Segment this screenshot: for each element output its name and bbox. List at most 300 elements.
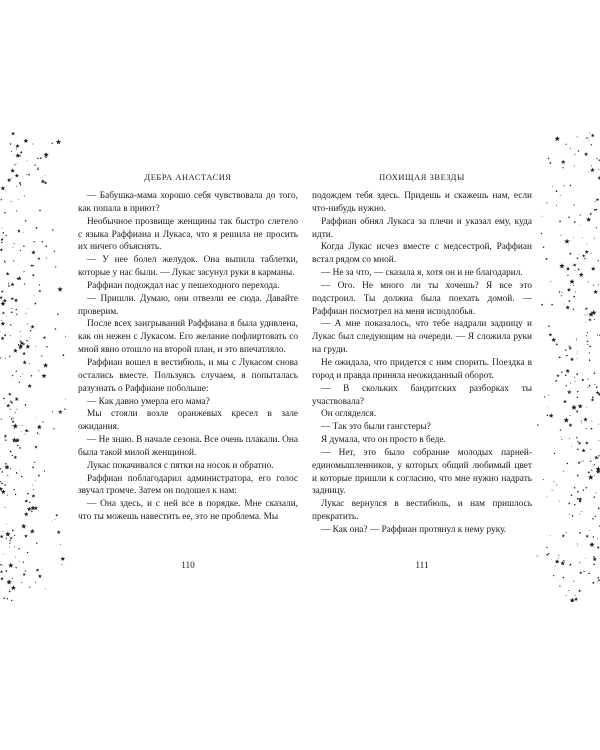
- star-shape: [58, 410, 62, 414]
- star-dot: [592, 543, 593, 544]
- star-dot: [15, 412, 16, 413]
- star-dot: [575, 270, 576, 271]
- star-dot: [542, 216, 543, 217]
- star-dot: [587, 387, 588, 388]
- star-shape: [38, 574, 42, 578]
- star-shape: [2, 311, 5, 314]
- starfield-graphic: [0, 132, 66, 602]
- star-dot: [547, 496, 548, 497]
- star-shape: [585, 487, 587, 489]
- star-shape: [6, 579, 12, 584]
- star-shape: [576, 410, 579, 413]
- star-dot: [6, 524, 7, 525]
- star-dot: [553, 575, 554, 576]
- left-starfield-border: [0, 132, 66, 602]
- star-dot: [14, 164, 15, 165]
- star-dot: [14, 546, 15, 547]
- star-dot: [587, 314, 588, 315]
- star-dot: [29, 337, 30, 338]
- star-dot: [14, 489, 15, 490]
- star-dot: [559, 291, 561, 293]
- star-dot: [40, 427, 41, 428]
- star-dot: [34, 462, 35, 463]
- paragraph: — Пришли. Думаю, они отвезли ее сюда. Давайте проверим.: [78, 293, 298, 317]
- star-shape: [23, 360, 27, 364]
- star-dot: [20, 348, 21, 349]
- paragraph: Раффиан обнял Лукаса за плечи и указал ему, куда идти.: [312, 216, 532, 240]
- star-dot: [23, 561, 24, 562]
- star-shape: [591, 267, 595, 271]
- star-dot: [42, 241, 43, 242]
- star-shape: [555, 136, 560, 141]
- star-dot: [38, 370, 39, 371]
- star-dot: [18, 344, 19, 345]
- star-shape: [588, 475, 594, 480]
- star-shape: [549, 413, 554, 418]
- paragraph: — Не за что, — сказала я, хотя он и не благодарил.: [321, 268, 523, 279]
- star-dot: [592, 518, 594, 520]
- star-shape: [569, 252, 572, 255]
- star-dot: [593, 536, 595, 538]
- star-dot: [21, 476, 22, 477]
- star-dot: [573, 309, 574, 310]
- star-dot: [26, 174, 27, 175]
- star-dot: [578, 268, 580, 270]
- star-dot: [575, 595, 576, 596]
- star-dot: [19, 470, 20, 471]
- star-dot: [565, 374, 567, 376]
- star-dot: [13, 156, 14, 157]
- star-dot: [45, 175, 46, 176]
- star-dot: [580, 225, 581, 226]
- page-number: 110: [181, 561, 195, 571]
- star-dot: [5, 570, 7, 572]
- star-dot: [576, 437, 577, 438]
- star-shape: [570, 598, 576, 602]
- star-shape: [4, 334, 7, 337]
- star-dot: [16, 186, 17, 187]
- star-dot: [16, 314, 17, 315]
- star-shape: [36, 568, 40, 571]
- star-dot: [566, 595, 567, 596]
- star-dot: [19, 561, 20, 562]
- star-dot: [595, 209, 597, 211]
- star-dot: [558, 557, 559, 558]
- star-dot: [581, 423, 582, 424]
- star-dot: [35, 303, 37, 305]
- star-dot: [586, 428, 587, 429]
- star-dot: [548, 158, 549, 159]
- star-dot: [5, 358, 6, 359]
- star-dot: [585, 322, 586, 323]
- star-shape: [15, 173, 19, 177]
- star-dot: [12, 375, 13, 376]
- star-dot: [564, 304, 565, 305]
- star-dot: [37, 158, 38, 159]
- star-dot: [10, 400, 11, 401]
- star-dot: [546, 547, 547, 548]
- star-dot: [589, 140, 590, 141]
- star-dot: [23, 271, 24, 272]
- star-shape: [62, 354, 65, 357]
- paragraph: После всех заигрываний Раффиана я была удивлена, как он нежен с Лукасом. Его желание пофлиртовать со мной явно отошло на второй план, и это впечатляло.: [78, 319, 298, 356]
- star-dot: [597, 577, 599, 579]
- star-dot: [18, 199, 19, 200]
- star-dot: [34, 164, 35, 165]
- star-shape: [6, 404, 10, 408]
- star-dot: [551, 304, 553, 306]
- star-dot: [28, 308, 29, 309]
- star-shape: [579, 272, 584, 277]
- star-shape: [44, 181, 47, 184]
- star-dot: [31, 511, 32, 512]
- paragraph: — У нее болел желудок. Она выпила таблетки, которые у нас были. — Лукас засунул руки в карманы.: [78, 255, 298, 279]
- star-shape: [578, 461, 581, 464]
- star-shape: [15, 144, 19, 148]
- star-dot: [20, 347, 21, 348]
- star-dot: [2, 471, 4, 473]
- star-dot: [32, 485, 33, 486]
- star-shape: [593, 557, 597, 561]
- star-shape: [567, 390, 571, 394]
- star-dot: [25, 404, 27, 406]
- star-dot: [1, 483, 2, 484]
- paragraph: Лукас покачивался с пятки на носок и обратно.: [87, 460, 274, 471]
- star-dot: [556, 484, 557, 485]
- star-shape: [25, 429, 29, 433]
- star-shape: [15, 397, 19, 401]
- paragraph: — В скольких бандитских разборках ты участвовала?: [312, 383, 532, 407]
- star-dot: [24, 196, 25, 197]
- star-dot: [570, 185, 571, 186]
- star-shape: [22, 352, 26, 355]
- star-dot: [548, 325, 550, 327]
- star-shape: [584, 152, 588, 156]
- star-dot: [577, 546, 578, 547]
- star-dot: [574, 504, 575, 505]
- star-dot: [595, 516, 596, 517]
- star-dot: [578, 150, 580, 152]
- paragraph: — Она здесь, и с ней все в порядке. Мне сказали, что ты можешь навестить ее, это не проблема. Мы: [78, 499, 298, 523]
- paragraph: Не ожидала, что придется с ним спорить. Поездка в город и правда приняла неожиданный оборот.: [312, 357, 532, 381]
- star-shape: [551, 337, 556, 342]
- star-shape: [21, 524, 26, 529]
- star-shape: [19, 182, 22, 185]
- star-dot: [574, 204, 575, 205]
- star-shape: [555, 559, 560, 564]
- star-dot: [568, 245, 569, 246]
- star-dot: [0, 564, 2, 566]
- star-dot: [17, 445, 18, 446]
- star-dot: [43, 421, 44, 422]
- star-dot: [598, 508, 600, 510]
- star-dot: [1, 227, 2, 228]
- star-dot: [569, 415, 570, 416]
- star-dot: [572, 265, 573, 266]
- star-dot: [20, 376, 21, 377]
- star-dot: [65, 336, 66, 338]
- star-dot: [46, 258, 47, 259]
- star-dot: [16, 473, 17, 474]
- star-dot: [0, 357, 1, 358]
- star-shape: [24, 512, 29, 517]
- star-dot: [591, 470, 592, 471]
- star-dot: [25, 434, 26, 435]
- star-dot: [588, 572, 590, 574]
- star-dot: [24, 283, 25, 284]
- star-dot: [57, 313, 59, 315]
- star-shape: [56, 139, 61, 144]
- star-dot: [584, 258, 585, 259]
- star-dot: [594, 319, 595, 320]
- star-dot: [537, 556, 538, 557]
- star-dot: [35, 480, 36, 481]
- star-shape: [31, 250, 35, 254]
- star-dot: [23, 232, 24, 233]
- star-shape: [10, 282, 14, 286]
- star-shape: [25, 344, 30, 349]
- star-dot: [33, 241, 34, 242]
- star-shape: [569, 279, 574, 284]
- star-shape: [37, 257, 40, 260]
- star-dot: [12, 455, 13, 456]
- star-dot: [3, 232, 5, 234]
- star-shape: [579, 571, 582, 574]
- star-dot: [598, 169, 599, 170]
- star-dot: [45, 245, 47, 247]
- star-dot: [560, 429, 561, 430]
- paragraph: — Не знаю. В начале сезона. Все очень плакали. Она была такой милой женщиной.: [78, 435, 298, 458]
- star-dot: [20, 340, 22, 342]
- star-dot: [13, 260, 14, 261]
- paragraph: Раффиан поблагодарил администратора, его голос звучал громче. Затем он подошел к нам:: [78, 473, 298, 497]
- star-dot: [560, 195, 561, 196]
- star-dot: [15, 557, 16, 558]
- star-dot: [577, 543, 578, 544]
- star-dot: [588, 171, 589, 172]
- star-dot: [52, 411, 53, 412]
- star-dot: [577, 448, 579, 450]
- star-dot: [577, 441, 578, 442]
- star-dot: [5, 439, 6, 440]
- star-shape: [8, 285, 11, 287]
- star-dot: [52, 521, 53, 522]
- star-dot: [573, 285, 574, 286]
- star-dot: [585, 309, 586, 310]
- star-dot: [590, 461, 591, 462]
- star-dot: [569, 346, 570, 347]
- star-shape: [562, 534, 565, 537]
- star-shape: [573, 263, 577, 267]
- star-dot: [40, 157, 42, 159]
- star-dot: [547, 415, 549, 417]
- star-shape: [590, 168, 595, 172]
- star-dot: [577, 475, 579, 477]
- star-shape: [15, 153, 20, 158]
- star-shape: [20, 151, 23, 154]
- star-dot: [20, 184, 21, 185]
- star-dot: [569, 565, 570, 566]
- star-dot: [598, 455, 599, 456]
- star-shape: [57, 286, 62, 291]
- star-shape: [591, 133, 595, 137]
- star-dot: [579, 514, 580, 515]
- star-dot: [576, 353, 577, 354]
- star-dot: [573, 237, 574, 238]
- star-shape: [0, 487, 3, 492]
- star-dot: [39, 434, 40, 435]
- star-dot: [29, 502, 30, 503]
- star-shape: [14, 298, 18, 302]
- star-shape: [37, 425, 42, 430]
- star-dot: [28, 174, 30, 176]
- star-dot: [4, 212, 5, 213]
- star-shape: [596, 198, 599, 201]
- star-dot: [41, 355, 42, 356]
- star-dot: [586, 137, 587, 138]
- star-dot: [5, 190, 6, 191]
- star-dot: [9, 547, 10, 548]
- paragraph: — Как давно умерла его мама?: [87, 396, 210, 407]
- star-dot: [597, 581, 598, 582]
- star-dot: [575, 292, 576, 293]
- star-dot: [3, 531, 4, 532]
- star-dot: [575, 381, 576, 382]
- left-page-text: [78, 190, 298, 524]
- star-shape: [581, 448, 585, 452]
- right-page: [312, 132, 532, 602]
- star-dot: [554, 481, 555, 482]
- star-dot: [552, 186, 553, 187]
- star-dot: [577, 391, 578, 392]
- star-dot: [594, 496, 596, 498]
- star-dot: [0, 481, 1, 482]
- star-dot: [11, 600, 12, 601]
- star-dot: [37, 432, 38, 433]
- star-shape: [571, 405, 577, 410]
- star-dot: [19, 447, 21, 449]
- star-dot: [35, 417, 36, 418]
- star-dot: [588, 281, 589, 282]
- star-dot: [23, 246, 25, 248]
- star-dot: [13, 247, 14, 248]
- star-dot: [577, 136, 578, 137]
- star-dot: [559, 501, 560, 502]
- star-shape: [41, 179, 45, 183]
- star-shape: [0, 577, 4, 580]
- star-dot: [598, 284, 599, 285]
- star-dot: [594, 384, 595, 385]
- star-dot: [13, 243, 14, 244]
- star-dot: [16, 371, 17, 372]
- star-dot: [595, 201, 596, 202]
- star-dot: [580, 501, 581, 502]
- star-dot: [11, 201, 12, 202]
- star-dot: [556, 344, 558, 346]
- paragraph: Раффиан вошел в вестибюль, и мы с Лукасом снова остались вместе. Пользуясь случаем, я попыталась разузнать о Раффиане побольше:: [78, 357, 298, 394]
- star-shape: [30, 325, 34, 329]
- star-shape: [4, 484, 6, 486]
- star-dot: [34, 295, 35, 296]
- star-shape: [0, 570, 3, 573]
- star-dot: [547, 407, 548, 408]
- star-shape: [593, 289, 598, 293]
- star-dot: [33, 489, 34, 490]
- star-dot: [594, 371, 595, 372]
- star-shape: [11, 297, 14, 300]
- star-dot: [586, 335, 587, 336]
- star-dot: [574, 165, 575, 166]
- star-dot: [564, 185, 565, 186]
- star-dot: [544, 396, 545, 397]
- star-dot: [581, 511, 582, 512]
- star-dot: [561, 295, 562, 296]
- paragraph: Лукас вернулся в вестибюль, и нам пришлось прекратить.: [312, 499, 532, 523]
- star-dot: [44, 470, 45, 471]
- star-dot: [9, 543, 10, 544]
- star-dot: [16, 149, 17, 150]
- star-shape: [4, 434, 7, 437]
- star-dot: [12, 417, 13, 418]
- star-dot: [591, 253, 592, 254]
- star-dot: [9, 540, 10, 541]
- paragraph: — Бабушка-мама хорошо себя чувствовала до того, как попала в приют?: [78, 191, 298, 214]
- star-dot: [19, 382, 20, 383]
- star-dot: [583, 489, 584, 490]
- star-dot: [587, 138, 588, 139]
- star-shape: [578, 589, 581, 592]
- star-dot: [594, 475, 595, 476]
- star-dot: [9, 416, 10, 417]
- star-dot: [581, 461, 582, 462]
- star-dot: [16, 309, 18, 311]
- star-dot: [45, 157, 47, 159]
- star-dot: [22, 425, 23, 426]
- star-shape: [589, 212, 592, 215]
- star-dot: [579, 254, 580, 255]
- star-shape: [589, 542, 594, 547]
- star-dot: [5, 403, 6, 404]
- star-dot: [569, 300, 571, 302]
- star-dot: [598, 424, 599, 425]
- star-shape: [560, 561, 565, 566]
- star-shape: [556, 374, 559, 377]
- star-shape: [31, 494, 35, 498]
- star-dot: [1, 419, 2, 420]
- star-shape: [55, 514, 58, 517]
- star-dot: [582, 237, 583, 238]
- star-dot: [559, 220, 561, 222]
- star-shape: [597, 546, 600, 549]
- star-dot: [570, 241, 571, 242]
- star-dot: [556, 190, 558, 192]
- star-dot: [594, 373, 596, 375]
- star-dot: [587, 344, 588, 345]
- star-shape: [578, 497, 582, 501]
- star-shape: [592, 396, 595, 398]
- star-dot: [552, 490, 553, 491]
- star-dot: [574, 154, 575, 155]
- running-head-title: ПОХИЩАЯ ЗВЕЗДЫ: [379, 173, 465, 182]
- star-dot: [574, 487, 576, 489]
- star-shape: [12, 420, 15, 423]
- star-dot: [20, 250, 21, 251]
- star-dot: [597, 334, 598, 335]
- star-shape: [43, 152, 48, 157]
- star-shape: [563, 417, 569, 422]
- star-dot: [586, 558, 587, 559]
- star-shape: [8, 392, 12, 395]
